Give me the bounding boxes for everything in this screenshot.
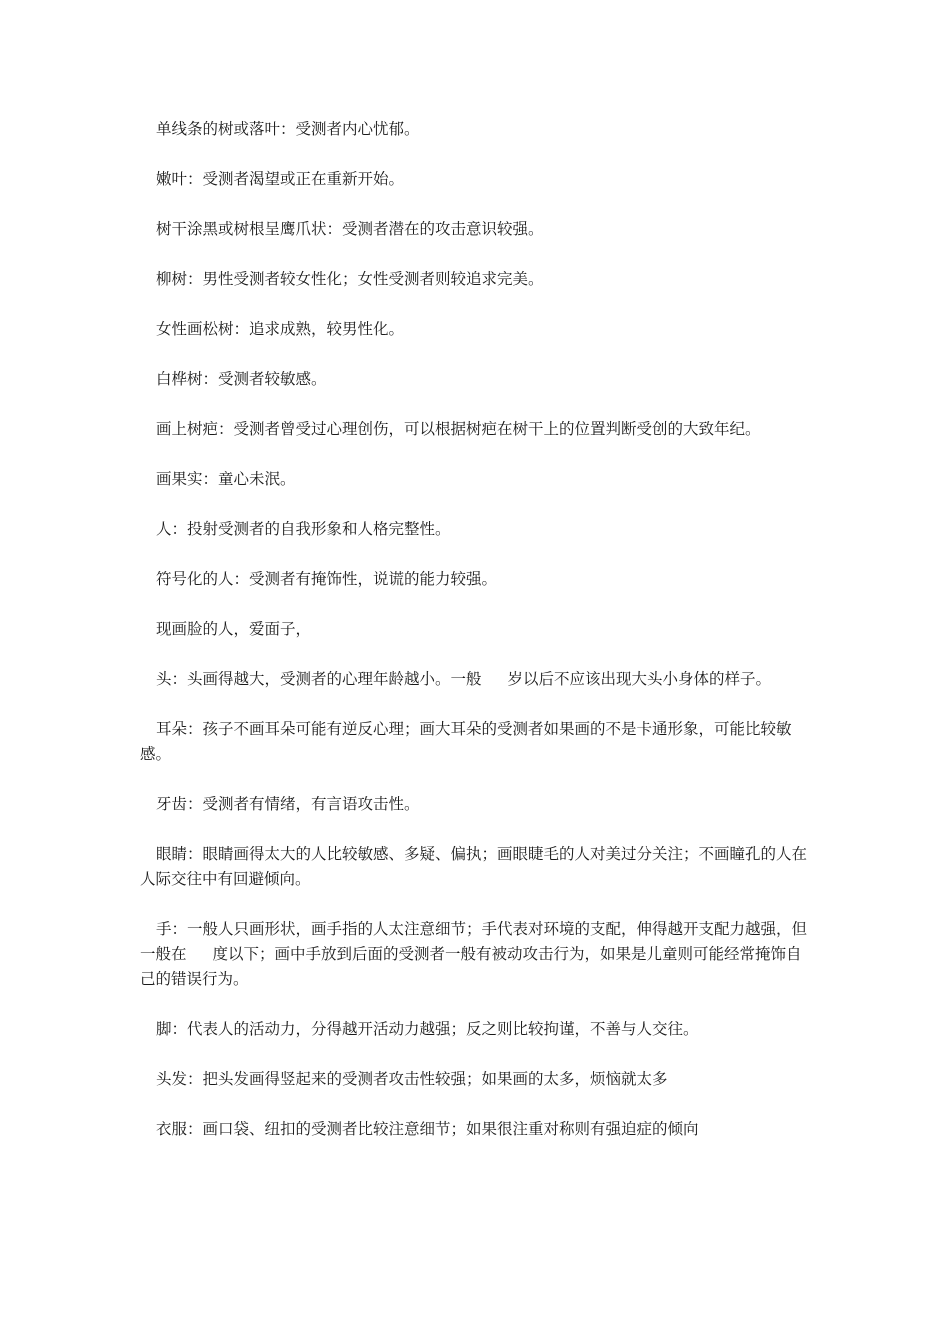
paragraph: 单线条的树或落叶：受测者内心忧郁。 xyxy=(156,120,420,138)
paragraph: 画上树疤：受测者曾受过心理创伤，可以根据树疤在树干上的位置判断受创的大致年纪。 xyxy=(156,420,761,438)
paragraph: 脚：代表人的活动力，分得越开活动力越强；反之则比较拘谨，不善与人交往。 xyxy=(156,1020,699,1038)
paragraph-text: 岁以后不应该出现大头小身体的样子。 xyxy=(507,670,772,688)
paragraph-hand xyxy=(140,917,815,992)
paragraph: 人：投射受测者的自我形象和人格完整性。 xyxy=(156,520,451,538)
paragraph: 白桦树：受测者较敏感。 xyxy=(156,370,327,388)
paragraph: 头发：把头发画得竖起来的受测者攻击性较强；如果画的太多，烦恼就太多 xyxy=(156,1070,668,1088)
paragraph: 眼睛：眼睛画得太大的人比较敏感、多疑、偏执；画眼睫毛的人对美过分关注；不画瞳孔的人在人际交往中有回避倾向。 xyxy=(140,845,808,888)
paragraph: 耳朵：孩子不画耳朵可能有逆反心理；画大耳朵的受测者如果画的不是卡通形象，可能比较敏感。 xyxy=(140,720,792,763)
paragraph: 衣服：画口袋、纽扣的受测者比较注意细节；如果很注重对称则有强迫症的倾向 xyxy=(156,1120,699,1138)
paragraph: 牙齿：受测者有情绪，有言语攻击性。 xyxy=(156,795,420,813)
paragraph: 女性画松树：追求成熟，较男性化。 xyxy=(156,320,405,338)
paragraph: 画果实：童心未泯。 xyxy=(156,470,296,488)
paragraph: 符号化的人：受测者有掩饰性，说谎的能力较强。 xyxy=(156,570,498,588)
paragraph: 嫩叶：受测者渴望或正在重新开始。 xyxy=(156,170,405,188)
paragraph: 柳树：男性受测者较女性化；女性受测者则较追求完美。 xyxy=(156,270,544,288)
paragraph-text: 头：头画得越大，受测者的心理年龄越小。一般 xyxy=(156,670,482,688)
paragraph-head xyxy=(140,667,815,692)
paragraph-text: 度以下；画中手放到后面的受测者一般有被动攻击行为，如果是儿童则可能经常掩饰自己的错误行为。 xyxy=(140,945,802,988)
paragraph: 现画脸的人，爱面子， xyxy=(156,620,312,638)
paragraph: 树干涂黑或树根呈鹰爪状：受测者潜在的攻击意识较强。 xyxy=(156,220,544,238)
paragraph-text: 手：一般人只画形状，画手指的人太注意细节；手代表对环境的支配，伸得越开支配力越强，但一般在 xyxy=(140,920,808,963)
